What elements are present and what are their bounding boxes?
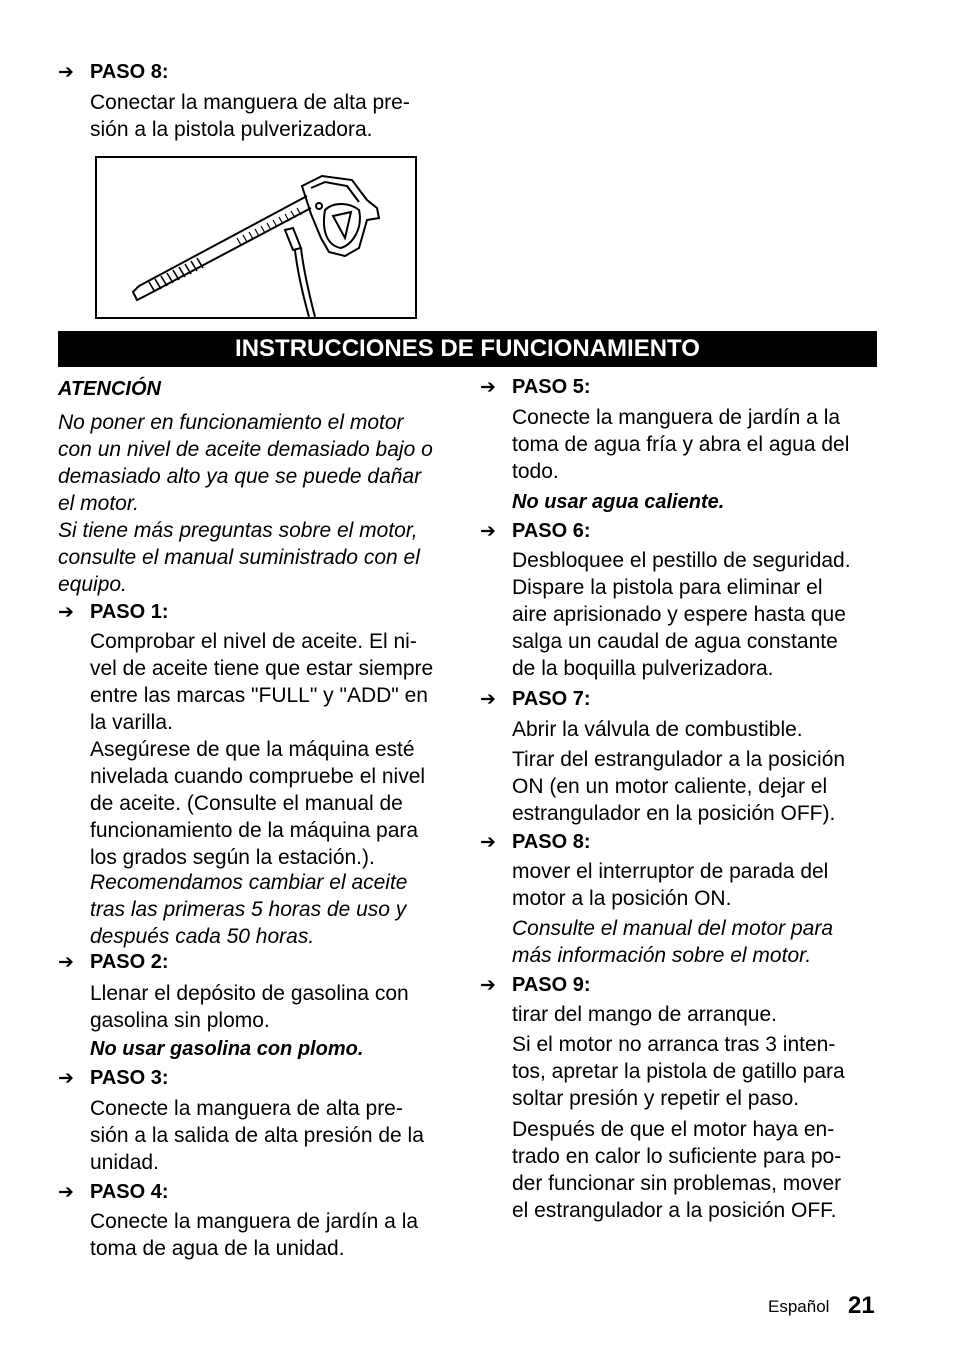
arrow-right-icon: ➔ [480,832,496,853]
spray-gun-figure [95,156,417,319]
step-1-heading: ➔ PASO 1: [58,601,169,623]
step-6-text: Desbloquee el pestillo de seguridad. Dispare la pistola para eliminar el aire aprisionado y espere hasta que salga un caudal de agua constante de la boquilla pulverizadora. [512,549,851,680]
step-9-heading: ➔ PASO 9: [480,974,591,996]
step-6-heading: ➔ PASO 6: [480,520,591,542]
arrow-right-icon: ➔ [58,602,74,623]
step-8-heading: ➔ PASO 8: [58,61,169,83]
step-7-text-a: Abrir la válvula de combustible. [512,718,803,741]
arrow-right-icon: ➔ [58,1182,74,1203]
step-2-text: Llenar el depósito de gasolina con gasolina sin plomo. [90,982,409,1032]
step-8-right-text: mover el interruptor de parada del motor a la posición ON. [512,860,829,910]
step-9-text-b: Si el motor no arranca tras 3 inten- tos, apretar la pistola de gatillo para soltar presión y repetir el paso. [512,1033,845,1110]
footer-language: Español [768,1297,830,1316]
step-8-text: Conectar la manguera de alta pre- sión a la pistola pulverizadora. [90,91,410,141]
step-5-warning: No usar agua caliente. [512,491,725,513]
step-1-text-b: Asegúrese de que la máquina esté nivelada cuando compruebe el nivel de aceite. (Consulte el manual de funcionamiento de la máquina para los grados según la estación.). [90,738,426,869]
step-5-text: Conecte la manguera de jardín a la toma de agua fría y abra el agua del todo. [512,406,850,483]
step-9-text-a: tirar del mango de arranque. [512,1003,777,1026]
arrow-right-icon: ➔ [58,1068,74,1089]
page-number: 21 [848,1292,875,1319]
step-2-warning: No usar gasolina con plomo. [90,1038,364,1060]
step-2-heading: ➔ PASO 2: [58,951,169,973]
step-1-note: Recomendamos cambiar el aceite tras las primeras 5 horas de uso y después cada 50 horas. [90,871,408,948]
step-4-heading: ➔ PASO 4: [58,1181,169,1203]
arrow-right-icon: ➔ [480,521,496,542]
step-3-heading: ➔ PASO 3: [58,1067,169,1089]
arrow-right-icon: ➔ [480,377,496,398]
step-5-heading: ➔ PASO 5: [480,376,591,398]
section-banner: INSTRUCCIONES DE FUNCIONAMIENTO [58,331,877,367]
arrow-right-icon: ➔ [58,952,74,973]
step-8-right-heading: ➔ PASO 8: [480,831,591,853]
arrow-right-icon: ➔ [480,975,496,996]
step-1-text-a: Comprobar el nivel de aceite. El ni- vel de aceite tiene que estar siempre entre las marcas "FULL" y "ADD" en la varilla. [90,630,434,734]
spray-gun-icon [97,158,415,317]
step-4-text: Conecte la manguera de jardín a la toma de agua de la unidad. [90,1210,419,1260]
step-3-text: Conecte la manguera de alta pre- sión a la salida de alta presión de la unidad. [90,1097,424,1174]
step-8-right-note: Consulte el manual del motor para más información sobre el motor. [512,917,834,967]
attention-title: ATENCIÓN [58,378,161,400]
step-9-text-c: Después de que el motor haya en- trado en calor lo suficiente para po- der funcionar sin problemas, mover el estrangulador a la posición OFF. [512,1118,842,1222]
arrow-right-icon: ➔ [480,689,496,710]
arrow-right-icon: ➔ [58,62,74,83]
attention-text: No poner en funcionamiento el motor con un nivel de aceite demasiado bajo o demasiado alto ya que se puede dañar el motor. Si tiene más preguntas sobre el motor, consulte el manual suministrado con el equipo. [58,411,433,596]
step-7-heading: ➔ PASO 7: [480,688,591,710]
step-7-text-b: Tirar del estrangulador a la posición ON (en un motor caliente, dejar el estrangulador en la posición OFF). [512,748,846,825]
